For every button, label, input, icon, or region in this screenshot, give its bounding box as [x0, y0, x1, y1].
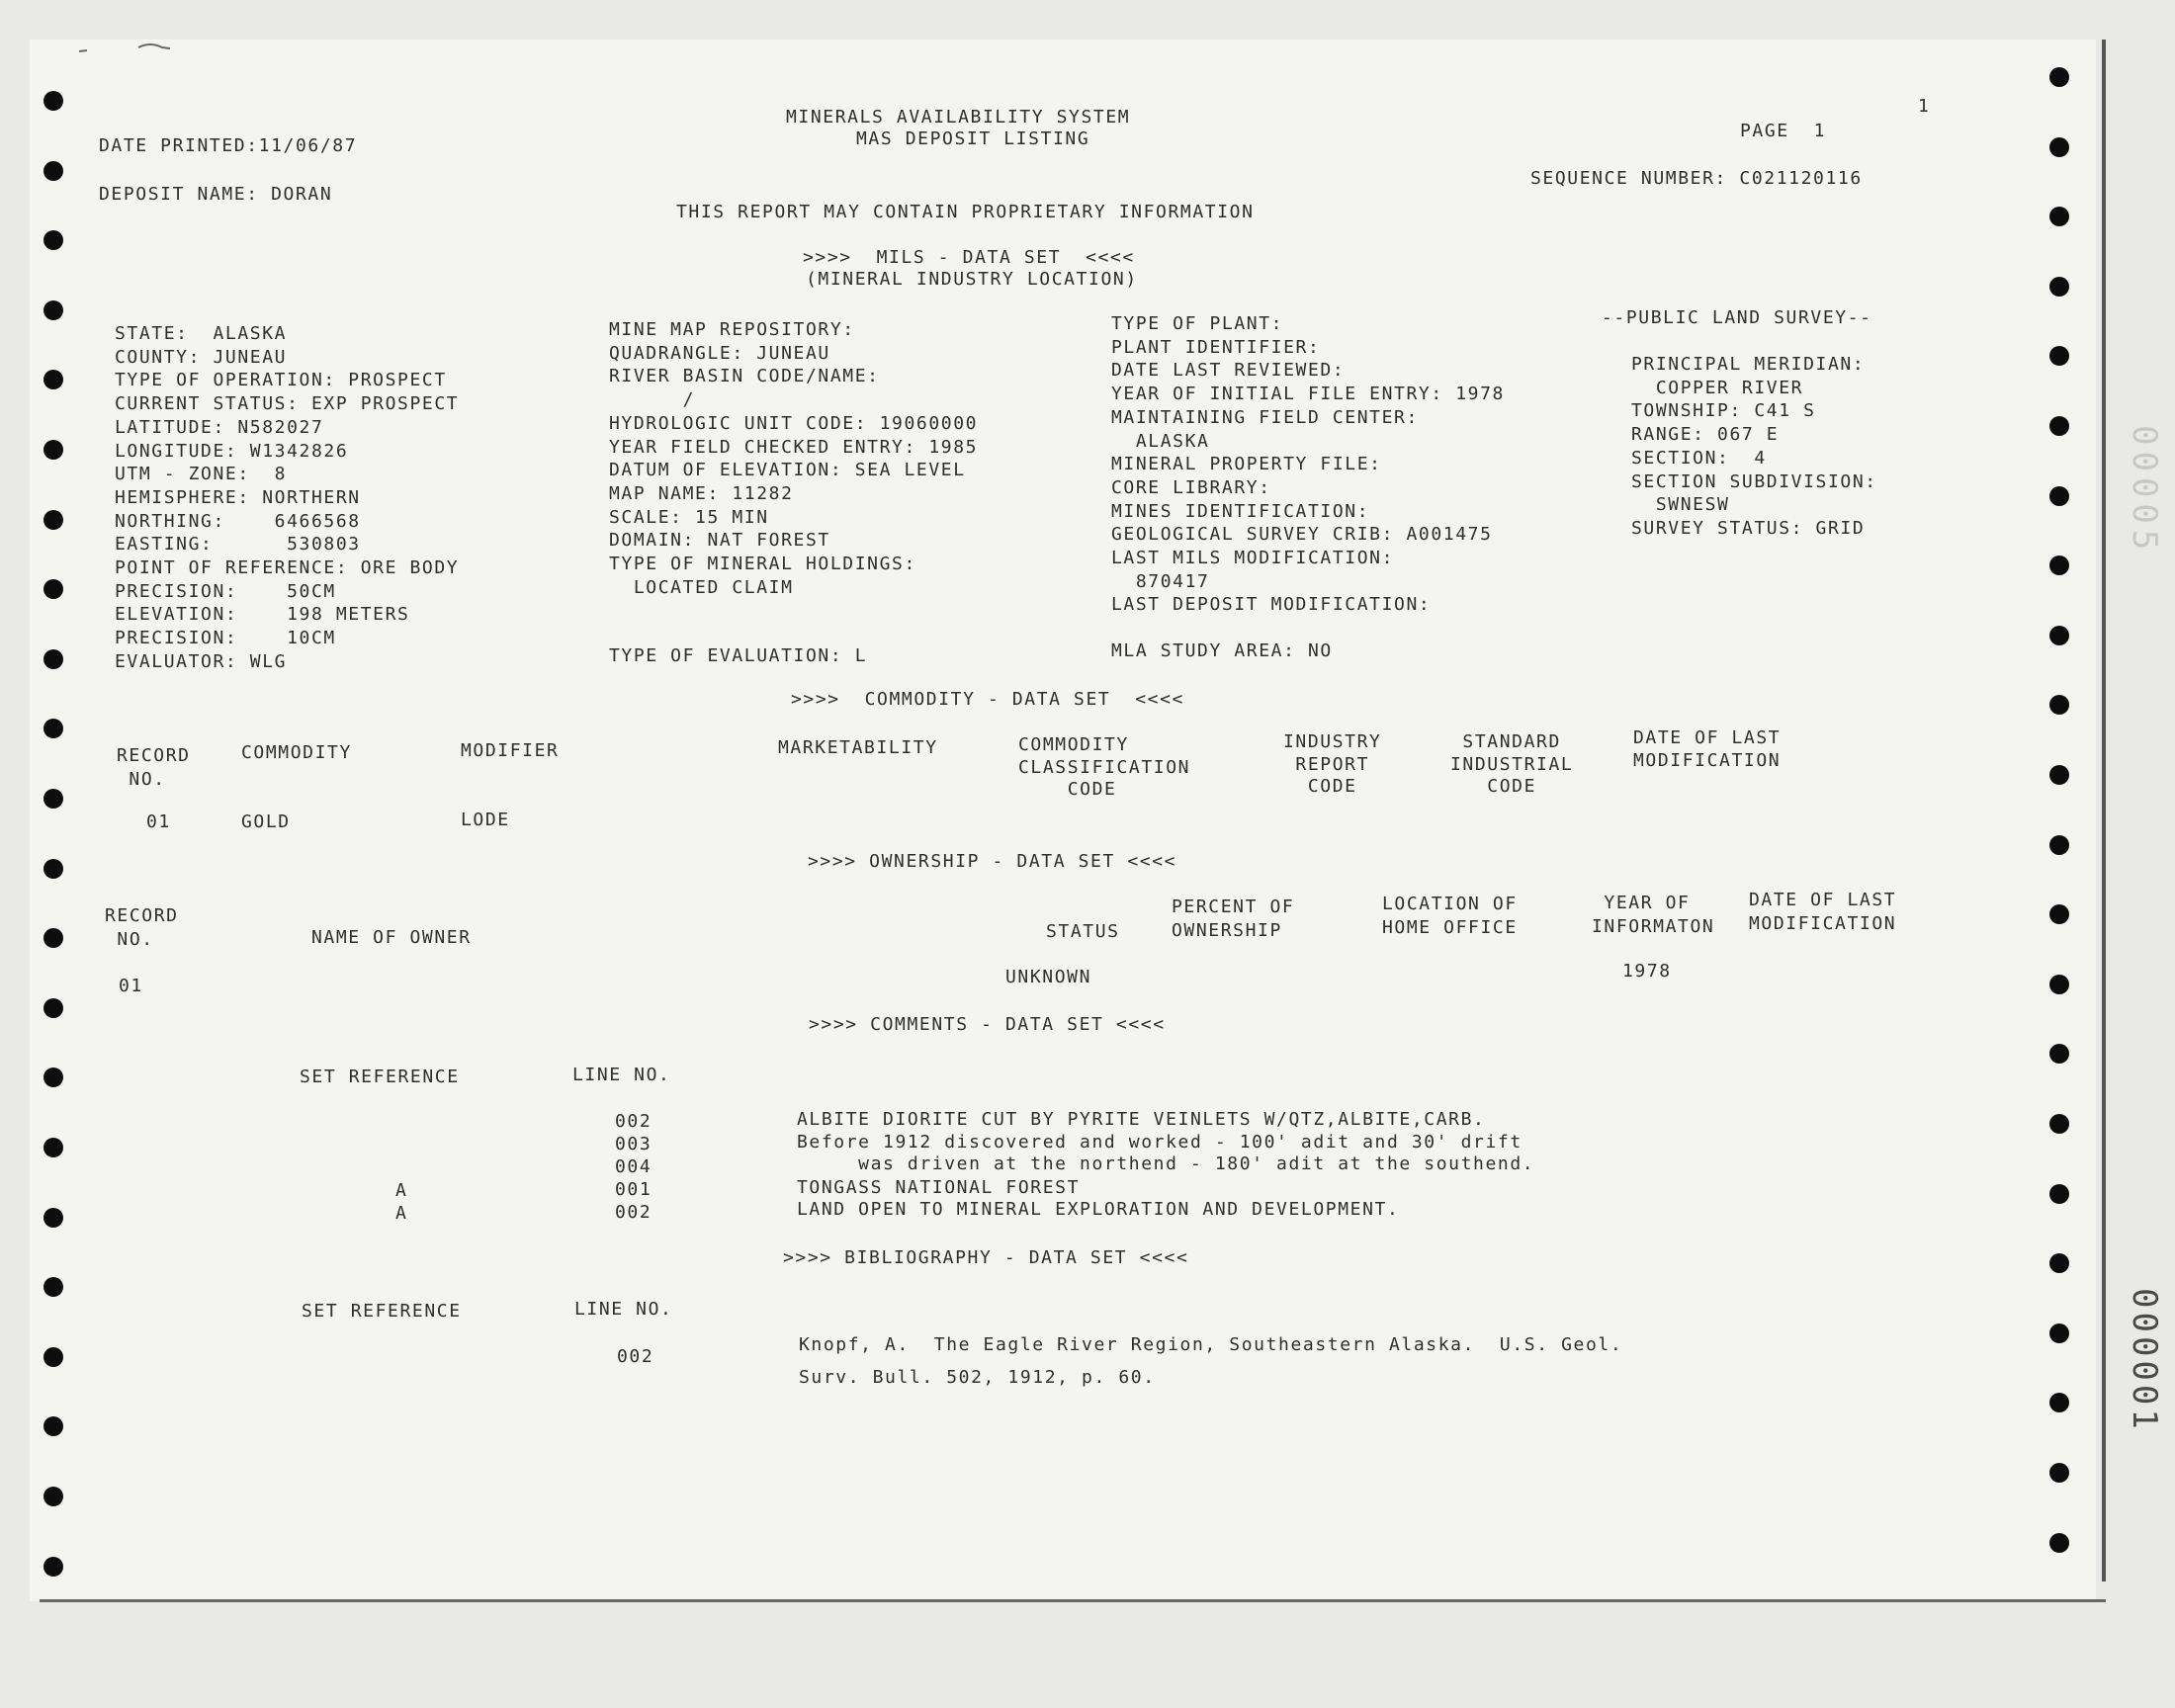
mils-field: CURRENT STATUS: EXP PROSPECT — [115, 393, 460, 415]
mils-field: GEOLOGICAL SURVEY CRIB: A001475 — [1111, 524, 1493, 546]
bibliography-header-line-no: LINE NO. — [574, 1299, 673, 1320]
mils-field: EVALUATOR: WLG — [115, 650, 288, 672]
mils-field: SCALE: 15 MIN — [609, 506, 769, 528]
mils-field: PRECISION: 50CM — [115, 580, 336, 602]
comment-set-ref: A — [395, 1180, 408, 1201]
tractor-feed-hole — [44, 440, 63, 460]
mils-field: TOWNSHIP: C41 S — [1631, 400, 1816, 422]
ownership-row-record: 01 — [119, 976, 143, 996]
comment-text: TONGASS NATIONAL FOREST — [797, 1177, 1081, 1198]
tractor-feed-hole — [2049, 1114, 2069, 1134]
comment-set-ref: A — [395, 1203, 408, 1224]
tractor-feed-hole — [2049, 835, 2069, 855]
tractor-feed-hole — [2049, 1184, 2069, 1204]
commodity-header-modifier: MODIFIER — [461, 740, 560, 761]
ownership-row-year: 1978 — [1622, 961, 1672, 982]
mils-field: TYPE OF MINERAL HOLDINGS: — [609, 554, 916, 575]
commodity-header-record: RECORD NO. — [117, 745, 191, 790]
comment-text: LAND OPEN TO MINERAL EXPLORATION AND DEVELOPMENT. — [797, 1199, 1400, 1220]
type-of-evaluation: TYPE OF EVALUATION: L — [609, 645, 868, 666]
comments-title: >>>> COMMENTS - DATA SET <<<< — [809, 1014, 1166, 1035]
mils-field: RIVER BASIN CODE/NAME: — [609, 366, 880, 387]
tractor-feed-hole — [2049, 1463, 2069, 1483]
comment-line-no: 004 — [615, 1156, 652, 1177]
mils-field: POINT OF REFERENCE: ORE BODY — [115, 557, 460, 579]
mils-field: MINES IDENTIFICATION: — [1111, 500, 1370, 522]
system-title: MINERALS AVAILABILITY SYSTEM — [786, 107, 1131, 128]
tractor-feed-hole — [44, 91, 63, 111]
ownership-header-year: YEAR OF INFORMATON — [1592, 893, 1715, 937]
commodity-header-sic: STANDARD INDUSTRIAL CODE — [1450, 731, 1574, 797]
mils-field: PLANT IDENTIFIER: — [1111, 336, 1321, 358]
mils-title: >>>> MILS - DATA SET <<<< — [803, 247, 1135, 268]
comment-text: Before 1912 discovered and worked - 100' adit and 30' drift — [797, 1132, 1522, 1153]
mils-subtitle: (MINERAL INDUSTRY LOCATION) — [806, 269, 1138, 290]
margin-stamp-upper — [2104, 415, 2164, 613]
mils-field: MAINTAINING FIELD CENTER: — [1111, 406, 1419, 428]
tractor-feed-hole — [44, 1138, 63, 1157]
mils-field: SECTION SUBDIVISION: — [1631, 470, 1877, 492]
mils-field: SECTION: 4 — [1631, 447, 1767, 469]
comment-line-no: 003 — [615, 1134, 652, 1154]
scan-smudge-mark — [79, 40, 178, 55]
tractor-feed-hole — [44, 161, 63, 181]
mils-field: MINE MAP REPOSITORY: — [609, 319, 855, 340]
mla-study-area: MLA STUDY AREA: NO — [1111, 640, 1333, 661]
mils-field: YEAR OF INITIAL FILE ENTRY: 1978 — [1111, 384, 1505, 405]
ownership-title: >>>> OWNERSHIP - DATA SET <<<< — [808, 851, 1177, 872]
mils-field: TYPE OF OPERATION: PROSPECT — [115, 370, 447, 391]
comment-line-no: 001 — [615, 1179, 652, 1200]
mils-field: DATUM OF ELEVATION: SEA LEVEL — [609, 460, 966, 481]
mils-field: TYPE OF PLANT: — [1111, 313, 1284, 334]
commodity-header-date: DATE OF LAST MODIFICATION — [1633, 727, 1782, 771]
tractor-feed-hole — [44, 1487, 63, 1506]
commodity-row-record: 01 — [146, 811, 171, 832]
mils-field: DOMAIN: NAT FOREST — [609, 530, 830, 552]
ownership-header-record: RECORD NO. — [105, 905, 179, 950]
tractor-feed-hole — [44, 1557, 63, 1577]
mils-field: STATE: ALASKA — [115, 323, 288, 344]
mils-field: SWNESW — [1631, 494, 1730, 516]
mils-field: COUNTY: JUNEAU — [115, 346, 288, 368]
page-label: PAGE 1 — [1740, 121, 1827, 141]
commodity-header-commodity: COMMODITY — [241, 742, 352, 763]
tractor-feed-hole — [44, 998, 63, 1018]
margin-stamp-upper-text: 00005 — [2125, 425, 2164, 556]
mils-field: MINERAL PROPERTY FILE: — [1111, 454, 1382, 475]
mils-field: LAST DEPOSIT MODIFICATION: — [1111, 594, 1432, 616]
paper-bottom-edge — [40, 1599, 2106, 1602]
margin-stamp-lower — [2104, 1280, 2164, 1507]
comments-header-set-reference: SET REFERENCE — [300, 1067, 460, 1087]
commodity-row-modifier: LODE — [461, 810, 510, 830]
mils-field: UTM - ZONE: 8 — [115, 464, 288, 485]
commodity-header-industry-report: INDUSTRY REPORT CODE — [1283, 731, 1382, 797]
mils-field: LOCATED CLAIM — [609, 576, 794, 598]
mils-field: ELEVATION: 198 METERS — [115, 604, 410, 626]
tractor-feed-hole — [2049, 975, 2069, 994]
commodity-title: >>>> COMMODITY - DATA SET <<<< — [791, 689, 1184, 710]
mils-field: NORTHING: 6466568 — [115, 510, 361, 532]
comment-text: ALBITE DIORITE CUT BY PYRITE VEINLETS W/QTZ,ALBITE,CARB. — [797, 1109, 1486, 1130]
tractor-feed-hole — [44, 649, 63, 669]
tractor-feed-hole — [2049, 416, 2069, 436]
comment-text: was driven at the northend - 180' adit at the southend. — [797, 1153, 1535, 1174]
bibliography-header-set-reference: SET REFERENCE — [302, 1301, 462, 1322]
tractor-feed-hole — [44, 789, 63, 809]
ownership-row-status: UNKNOWN — [1005, 967, 1092, 987]
mils-field: LAST MILS MODIFICATION: — [1111, 548, 1395, 569]
mils-field: LONGITUDE: W1342826 — [115, 440, 349, 462]
mils-column-4 — [1631, 353, 1877, 541]
mils-column-2 — [609, 318, 978, 599]
mils-field: EASTING: 530803 — [115, 534, 361, 555]
ownership-header-name: NAME OF OWNER — [311, 927, 472, 948]
mils-field: COPPER RIVER — [1631, 377, 1804, 398]
tractor-feed-hole — [2049, 137, 2069, 157]
listing-title: MAS DEPOSIT LISTING — [856, 128, 1090, 149]
mils-column-1 — [115, 322, 459, 674]
mils-field: PRINCIPAL MERIDIAN: — [1631, 354, 1866, 375]
mils-field: HEMISPHERE: NORTHERN — [115, 486, 361, 508]
bibliography-citation-line-1: Knopf, A. The Eagle River Region, Southeastern Alaska. U.S. Geol. — [799, 1334, 1623, 1355]
tractor-feed-hole — [2049, 1533, 2069, 1553]
date-printed: DATE PRINTED:11/06/87 — [99, 135, 358, 156]
mils-field: MAP NAME: 11282 — [609, 482, 794, 504]
mils-field: RANGE: 067 E — [1631, 424, 1780, 446]
ownership-header-location: LOCATION OF HOME OFFICE — [1382, 894, 1518, 938]
public-land-survey-title: --PUBLIC LAND SURVEY-- — [1602, 307, 1872, 328]
commodity-row-commodity: GOLD — [241, 811, 291, 832]
tractor-feed-hole — [2049, 67, 2069, 87]
tractor-feed-hole — [44, 510, 63, 530]
mils-field: YEAR FIELD CHECKED ENTRY: 1985 — [609, 436, 979, 458]
ownership-header-status: STATUS — [1046, 921, 1120, 942]
tractor-feed-hole — [44, 1208, 63, 1228]
mils-field: QUADRANGLE: JUNEAU — [609, 342, 830, 364]
ownership-header-percent: PERCENT OF OWNERSHIP — [1172, 897, 1295, 941]
mils-field: HYDROLOGIC UNIT CODE: 19060000 — [609, 412, 979, 434]
proprietary-notice: THIS REPORT MAY CONTAIN PROPRIETARY INFORMATION — [676, 202, 1255, 222]
page-number-top: 1 — [1918, 96, 1931, 117]
mils-field: LATITUDE: N582027 — [115, 416, 324, 438]
tractor-feed-hole — [44, 1347, 63, 1367]
bibliography-title: >>>> BIBLIOGRAPHY - DATA SET <<<< — [783, 1247, 1189, 1268]
mils-field: 870417 — [1111, 570, 1210, 592]
sequence-number: SEQUENCE NUMBER: C021120116 — [1530, 168, 1863, 189]
tractor-feed-hole — [2049, 486, 2069, 506]
tractor-feed-hole — [44, 859, 63, 879]
mils-field: PRECISION: 10CM — [115, 628, 336, 649]
mils-field: DATE LAST REVIEWED: — [1111, 360, 1346, 382]
commodity-header-marketability: MARKETABILITY — [778, 737, 938, 758]
mils-field: SURVEY STATUS: GRID — [1631, 517, 1866, 539]
mils-field: / — [609, 389, 696, 411]
margin-stamp-lower-text: 000001 — [2125, 1288, 2164, 1433]
mils-field: CORE LIBRARY: — [1111, 476, 1271, 498]
tractor-feed-hole — [2049, 277, 2069, 297]
comments-header-line-no: LINE NO. — [572, 1065, 671, 1085]
ownership-header-date: DATE OF LAST MODIFICATION — [1749, 890, 1897, 934]
mils-column-3 — [1111, 312, 1505, 617]
bibliography-line-no: 002 — [617, 1346, 654, 1367]
tractor-feed-hole — [2049, 1324, 2069, 1343]
tractor-feed-hole — [2049, 626, 2069, 645]
bibliography-citation-line-2: Surv. Bull. 502, 1912, p. 60. — [799, 1367, 1156, 1388]
comment-line-no: 002 — [615, 1111, 652, 1132]
deposit-name: DEPOSIT NAME: DORAN — [99, 184, 333, 205]
commodity-header-classification: COMMODITY CLASSIFICATION CODE — [1018, 734, 1191, 800]
tractor-feed-hole — [44, 300, 63, 320]
comment-line-no: 002 — [615, 1202, 652, 1223]
tractor-feed-hole — [2049, 765, 2069, 785]
mils-field: ALASKA — [1111, 430, 1210, 452]
